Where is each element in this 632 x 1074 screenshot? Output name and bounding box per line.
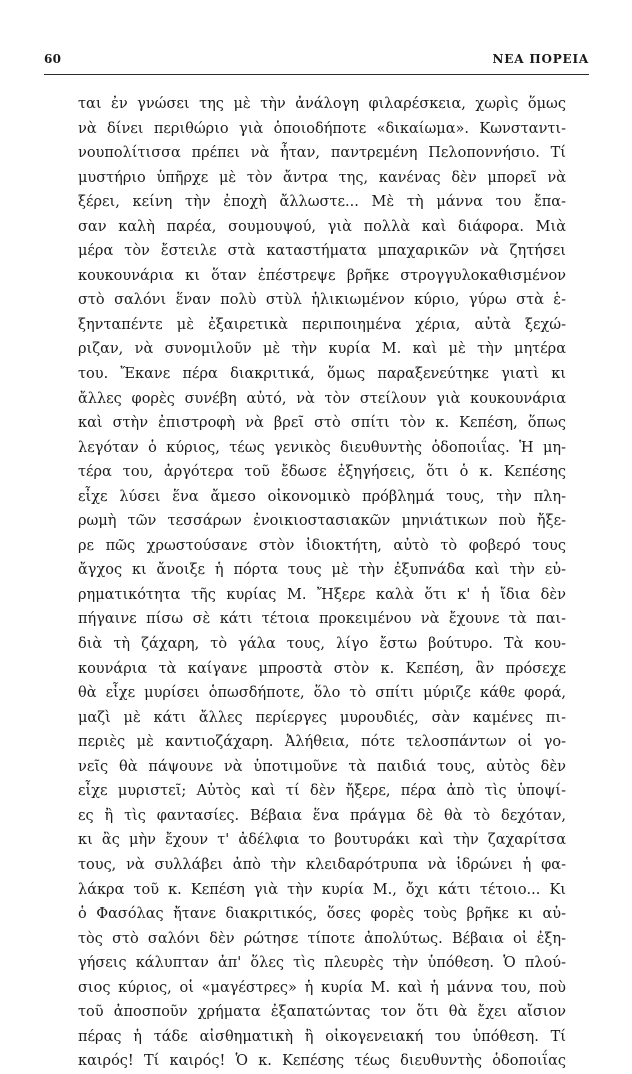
text-line: ἄγχος κι ἄνοιξε ἡ πόρτα τους μὲ τὴν ἐξυπνάδα καὶ τὴν εὐ- bbox=[78, 562, 566, 579]
text-line: σιος κύριος, οἱ «μαγέστρες» ἡ κυρία Μ. καὶ ἡ μάννα του, ποὺ bbox=[78, 979, 566, 996]
text-line: θὰ εἶχε μυρίσει ὁπωσδήποτε, ὅλο τὸ σπίτι μύριζε κάθε φορά, bbox=[78, 685, 566, 702]
text-line: τὸς στὸ σαλόνι δὲν ρώτησε τίποτε ἀπολύτως. Βέβαια οἱ ἐξη- bbox=[78, 930, 566, 947]
text-line: λάκρα τοῦ κ. Κεπέση γιὰ τὴν κυρία Μ., ὄχι κάτι τέτοιο... Κι bbox=[78, 881, 566, 898]
text-line: ες ἢ τὶς φαντασίες. Βέβαια ἕνα πράγμα δὲ θὰ τὸ δεχόταν, bbox=[78, 807, 566, 824]
text-line: ρωμὴ τῶν τεσσάρων ἐνοικιοστασιακῶν μηνιάτικων ποὺ ἤξε- bbox=[78, 513, 566, 530]
text-line: καὶ στὴν ἐπιστροφὴ νὰ βρεῖ στὸ σπίτι τὸν κ. Κεπέση, ὅπως bbox=[78, 415, 566, 432]
text-line: τοῦ ἀποσποῦν χρήματα ἐξαπατώντας τον ὅτι θὰ ἔχει αἴσιον bbox=[78, 1004, 566, 1021]
text-line: ἄλλες φορὲς συνέβη αὐτό, νὰ τὸν στείλουν γιὰ κουκουνάρια bbox=[78, 390, 566, 407]
text-line: νεῖς θὰ πάψουνε νὰ ὑποτιμοῦνε τὰ παιδιά τους, αὐτὸς δὲν bbox=[78, 758, 566, 775]
running-title: ΝΕΑ ΠΟΡΕΙΑ bbox=[492, 52, 589, 66]
text-line: κουκουνάρια κι ὅταν ἐπέστρεψε βρῆκε στρογγυλοκαθισμένον bbox=[78, 267, 566, 284]
text-line: του. Ἔκανε πέρα διακριτικά, ὅμως παραξενεύτηκε γιατὶ κι bbox=[78, 366, 566, 383]
text-line: ξηνταπέντε μὲ ἐξαιρετικὰ περιποιημένα χέρια, αὐτὰ ξεχώ- bbox=[78, 316, 566, 333]
body-text bbox=[78, 92, 566, 1074]
text-line: ρηματικότητα τῆς κυρίας Μ. Ἤξερε καλὰ ὅτι κ' ἡ ἴδια δὲν bbox=[78, 586, 566, 603]
text-line: σαν καλὴ παρέα, σουμουψού, γιὰ πολλὰ καὶ διάφορα. Μιὰ bbox=[78, 218, 566, 235]
text-line: στὸ σαλόνι ἕναν πολὺ στὺλ ἡλικιωμένον κύριο, γύρω στὰ ἑ- bbox=[78, 292, 566, 309]
text-line: εἶχε λύσει ἕνα ἄμεσο οἰκονομικὸ πρόβλημά τους, τὴν πλη- bbox=[78, 488, 566, 505]
text-line: πήγαινε πίσω σὲ κάτι τέτοια προκειμένου νὰ ἔχουνε τὰ παι- bbox=[78, 611, 566, 628]
page-header bbox=[44, 52, 589, 70]
text-line: ὁ Φασόλας ἤτανε διακριτικός, ὅσες φορὲς τοὺς βρῆκε κι αὐ- bbox=[78, 906, 566, 923]
text-line: κουνάρια τὰ καίγανε μπροστὰ στὸν κ. Κεπέση, ἂν πρόσεχε bbox=[78, 660, 566, 677]
text-line: γήσεις κάλυπταν ἀπ' ὅλες τὶς πλευρὲς τὴν ὑπόθεση. Ὁ πλού- bbox=[78, 955, 566, 972]
text-line: ξέρει, κείνη τὴν ἐποχὴ ἄλλωστε... Μὲ τὴ μάννα του ἔπα- bbox=[78, 194, 566, 211]
text-line: μυστήριο ὑπῆρχε μὲ τὸν ἄντρα της, κανένας δὲν μπορεῖ νὰ bbox=[78, 169, 566, 186]
text-line: νὰ δίνει περιθώριο γιὰ ὁποιοδήποτε «δικαίωμα». Κωνσταντι- bbox=[78, 120, 566, 137]
text-line: μαζὶ μὲ κάτι ἄλλες περίεργες μυρουδιές, σὰν καμένες πι- bbox=[78, 709, 566, 726]
text-line: μέρα τὸν ἔστειλε στὰ καταστήματα μπαχαρικῶν νὰ ζητήσει bbox=[78, 243, 566, 260]
text-line: κι ἂς μὴν ἔχουν τ' ἀδέλφια το βουτυράκι καὶ τὴν ζαχαρίτσα bbox=[78, 832, 566, 849]
text-line: νουπολίτισσα πρέπει νὰ ἦταν, παντρεμένη Πελοποννήσιο. Τί bbox=[78, 145, 566, 162]
header-rule bbox=[44, 74, 589, 75]
text-line: λεγόταν ὁ κύριος, τέως γενικὸς διευθυντὴς ὁδοποιΐας. Ἡ μη- bbox=[78, 439, 566, 456]
text-line: εἶχε μυριστεῖ; Αὐτὸς καὶ τί δὲν ἤξερε, πέρα ἀπὸ τὶς ὑποψί- bbox=[78, 783, 566, 800]
text-line: διὰ τὴ ζάχαρη, τὸ γάλα τους, λίγο ἔστω βούτυρο. Τὰ κου- bbox=[78, 636, 566, 653]
text-line: περιὲς μὲ καντιοζάχαρη. Ἀλήθεια, πότε τελοσπάντων οἱ γο- bbox=[78, 734, 566, 751]
text-line: πέρας ἡ τάδε αἰσθηματικὴ ἢ οἰκογενειακή του ὑπόθεση. Τί bbox=[78, 1028, 566, 1045]
page-number: 60 bbox=[44, 52, 62, 66]
text-line: ρε πῶς χρωστούσανε στὸν ἰδιοκτήτη, αὐτὸ τὸ φοβερό τους bbox=[78, 537, 566, 554]
text-line: τέρα του, ἀργότερα τοῦ ἔδωσε ἐξηγήσεις, ὅτι ὁ κ. Κεπέσης bbox=[78, 464, 566, 481]
text-line: ται ἐν γνώσει της μὲ τὴν ἀνάλογη φιλαρέσκεια, χωρὶς ὅμως bbox=[78, 96, 566, 112]
text-line: τους, νὰ συλλάβει ἀπὸ τὴν κλειδαρότρυπα νὰ ἱδρώνει ἡ φα- bbox=[78, 856, 566, 873]
text-line: ριζαν, νὰ συνομιλοῦν μὲ τὴν κυρία Μ. καὶ μὲ τὴν μητέρα bbox=[78, 341, 566, 358]
text-line: καιρός! Τί καιρός! Ὁ κ. Κεπέσης τέως διευθυντὴς ὁδοποιΐας bbox=[78, 1053, 566, 1070]
